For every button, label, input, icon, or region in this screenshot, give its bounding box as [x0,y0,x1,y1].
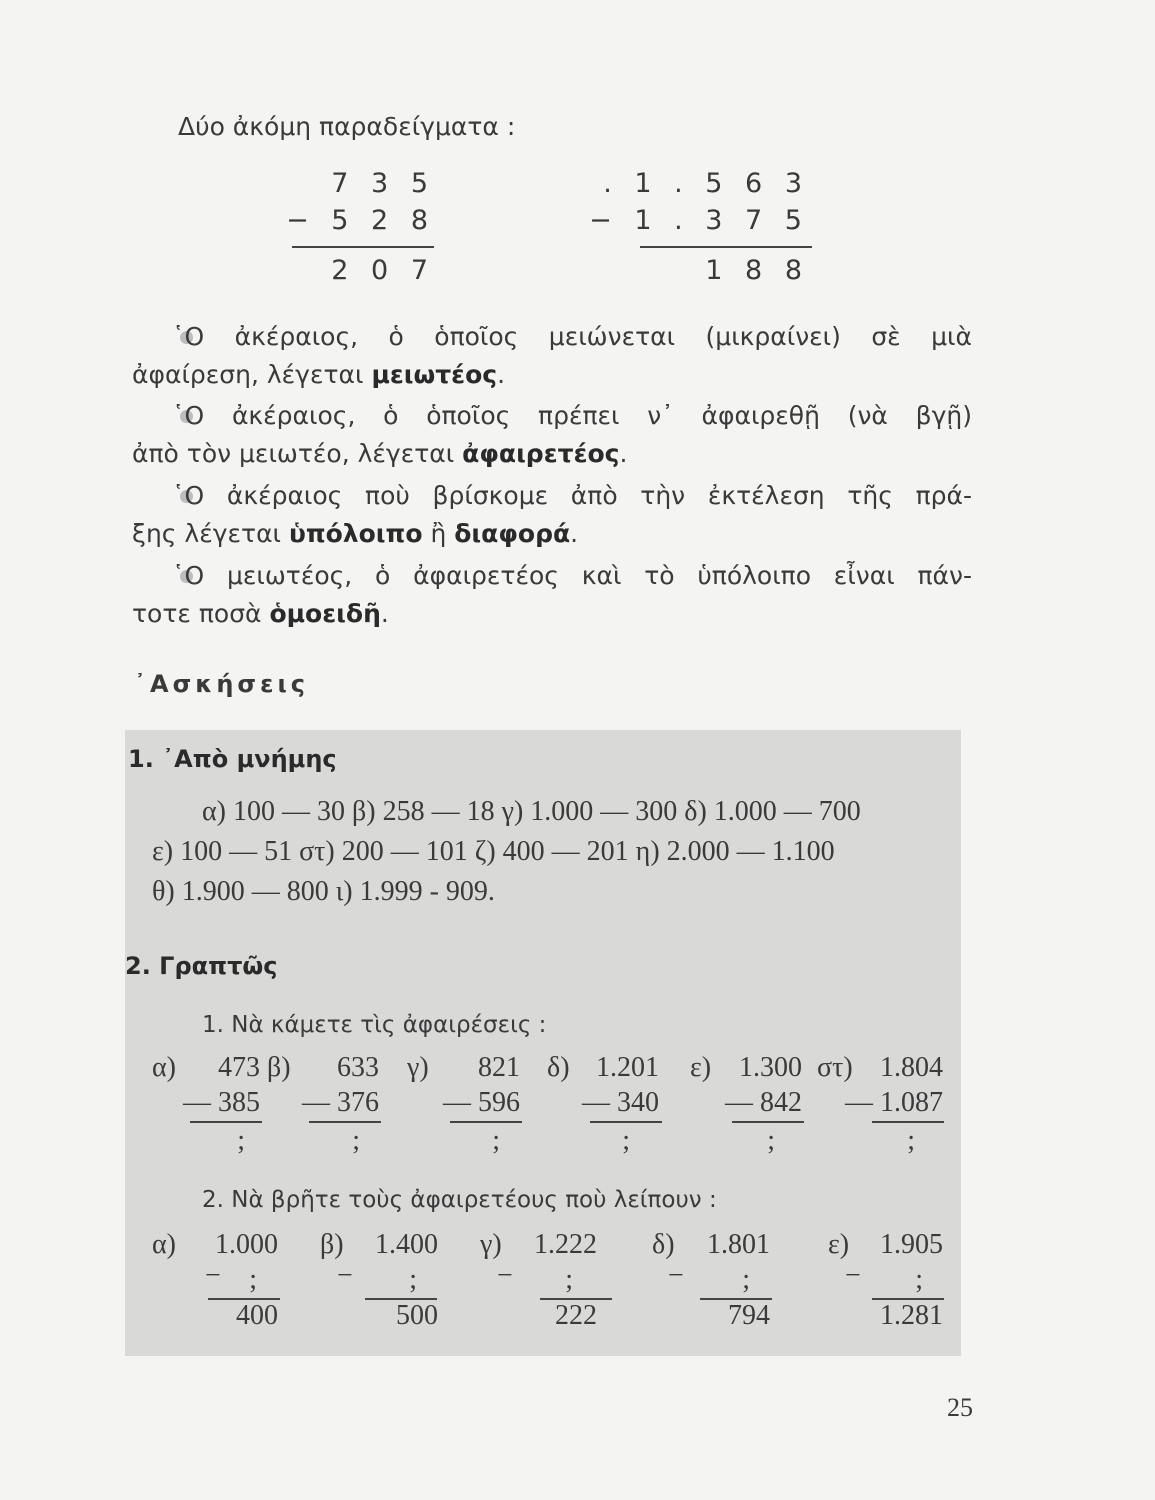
memory-line: α) 100 — 30 β) 258 — 18 γ) 1.000 — 300 δ) 1.000 — 700 [202,796,861,827]
para-line: ῾Ο μειωτέος, ὁ ἀφαιρετέος καὶ τὸ ὑπόλοιπο εἶναι πάν- [172,561,972,590]
task1-label: β) [267,1052,291,1083]
example2-result: 1 8 8 [705,255,809,286]
task1-title: 1. Νὰ κάμετε τὶς ἀφαιρέσεις : [202,1012,547,1038]
intro-text: Δύο ἀκόμη παραδείγματα : [178,112,516,141]
task2-minuend: 1.801 [707,1229,770,1260]
task1-minuend: 1.300 [739,1052,802,1083]
para-punct: . [497,360,506,389]
task1-label: γ) [407,1052,429,1083]
task1-answer: ; [492,1125,500,1156]
task1-subtrahend: — 596 [443,1087,520,1118]
task2-minuend: 1.400 [375,1229,438,1260]
task2-missing: ; [249,1264,257,1295]
task1-label: ε) [690,1052,712,1083]
task1-answer: ; [352,1125,360,1156]
example1-rule [292,246,434,248]
term-difference: διαφορά [454,519,571,548]
para-punct: . [380,599,389,628]
task1-subtrahend: — 376 [302,1087,379,1118]
para-text: ἀπὸ τὸν μειωτέο, λέγεται [132,439,463,468]
task1-minuend: 821 [478,1052,520,1083]
definition-minuend [132,318,972,394]
example2-subtrahend: − 1 . 3 7 5 [589,205,809,236]
minus-sign: − [845,1260,861,1291]
term-minuend: μειωτέος [371,360,498,389]
minus-sign: − [668,1260,684,1291]
para-text: ἀφαίρεση, λέγεται [132,360,372,389]
task2-label: ε) [828,1229,850,1260]
example2-minuend: . 1 . 5 6 3 [603,168,809,199]
task2-difference: 400 [236,1300,278,1331]
task2-missing: ; [915,1264,923,1295]
task1-rule [732,1121,804,1123]
task1-subtrahend: — 340 [582,1087,659,1118]
minus-sign: − [205,1260,221,1291]
definition-homogeneous [132,557,972,633]
para-punct: . [570,519,579,548]
para-line: ῾Ο ἀκέραιος, ὁ ὁποῖος πρέπει ν᾽ ἀφαιρεθῇ (νὰ βγῇ) [172,401,972,430]
task1-answer: ; [907,1125,915,1156]
term-homogeneous: ὁμοειδῆ [269,599,381,628]
task1-rule [190,1121,262,1123]
task2-label: γ) [480,1229,502,1260]
task1-subtrahend: — 1.087 [845,1087,943,1118]
definition-subtrahend [132,397,972,473]
term-subtrahend: ἀφαιρετέος [462,439,620,468]
para-line [132,356,972,394]
task2-missing: ; [565,1264,573,1295]
task2-minuend: 1.000 [215,1229,278,1260]
task1-answer: ; [767,1125,775,1156]
example2-rule [640,246,812,248]
para-line [132,515,972,553]
para-line: ῾Ο ἀκέραιος ποὺ βρίσκομε ἀπὸ τὴν ἐκτέλεση τῆς πρά- [172,481,972,510]
task1-minuend: 633 [337,1052,379,1083]
task2-difference: 794 [728,1300,770,1331]
para-line: ῾Ο ἀκέραιος, ὁ ὁποῖος μειώνεται (μικραίνει) σὲ μιὰ [172,322,972,351]
task1-minuend: 1.804 [880,1052,943,1083]
example1-subtrahend: − 5 2 8 [286,205,435,236]
task1-answer: ; [237,1125,245,1156]
memory-line: ε) 100 — 51 στ) 200 — 101 ζ) 400 — 201 η) 2.000 — 1.100 [152,836,835,867]
para-text: ξης λέγεται [132,519,289,548]
example1-result: 2 0 7 [331,255,435,286]
task1-label: στ) [817,1052,853,1083]
task1-subtrahend: — 385 [183,1087,260,1118]
task1-minuend: 473 [218,1052,260,1083]
para-punct: . [619,439,628,468]
task1-rule [450,1121,522,1123]
section1-title: 1. ᾿Απὸ μνήμης [128,745,337,773]
example1-minuend: 7 3 5 [331,168,435,199]
task2-difference: 500 [396,1300,438,1331]
task1-label: δ) [547,1052,570,1083]
task1-answer: ; [622,1125,630,1156]
task1-subtrahend: — 842 [725,1087,802,1118]
task2-label: α) [152,1229,176,1260]
task1-rule [872,1121,944,1123]
page-number: 25 [947,1393,973,1422]
task2-minuend: 1.905 [880,1229,943,1260]
task1-label: α) [152,1052,176,1083]
section2-title: 2. Γραπτῶς [125,952,278,980]
para-text: ἢ [422,519,455,548]
task2-minuend: 1.222 [534,1229,597,1260]
task1-rule [590,1121,662,1123]
memory-line: θ) 1.900 — 800 ι) 1.999 - 909. [152,876,495,907]
para-line [132,595,972,633]
task2-difference: 1.281 [880,1300,943,1331]
task2-missing: ; [409,1264,417,1295]
task2-missing: ; [742,1264,750,1295]
task2-label: δ) [652,1229,675,1260]
minus-sign: − [337,1260,353,1291]
definition-difference [132,477,972,553]
para-text: τοτε ποσὰ [132,599,270,628]
task2-label: β) [320,1229,344,1260]
minus-sign: − [497,1260,513,1291]
exercises-heading: ᾿Ασκήσεις [134,670,310,698]
para-line [132,435,972,473]
task2-title: 2. Νὰ βρῆτε τοὺς ἀφαιρετέους ποὺ λείπουν : [202,1187,717,1213]
task2-difference: 222 [555,1300,597,1331]
task1-minuend: 1.201 [596,1052,659,1083]
task1-rule [309,1121,381,1123]
term-remainder: ὑπόλοιπο [288,519,423,548]
